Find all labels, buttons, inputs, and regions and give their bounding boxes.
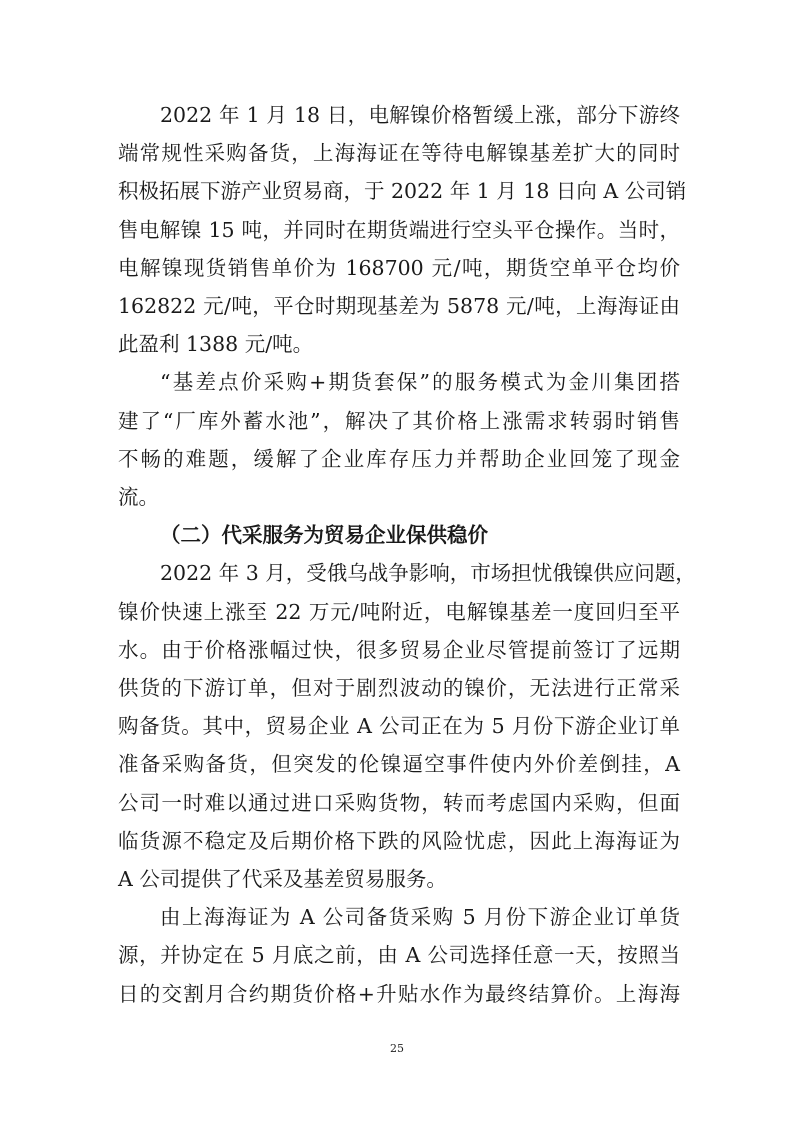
paragraph-3-line-3: 水。由于价格涨幅过快，很多贸易企业尽管提前签订了远期 xyxy=(118,637,680,662)
paragraph-2-line-3: 不畅的难题，缓解了企业库存压力并帮助企业回笼了现金 xyxy=(118,446,680,471)
section-heading: （二）代采服务为贸易企业保供稳价 xyxy=(160,523,488,548)
paragraph-1-line-4: 售电解镍 15 吨，并同时在期货端进行空头平仓操作。当时， xyxy=(118,217,680,242)
paragraph-3-line-6: 准备采购备货，但突发的伦镍逼空事件使内外价差倒挂，A xyxy=(118,752,680,777)
paragraph-1-line-1: 2022 年 1 月 18 日，电解镍价格暂缓上涨，部分下游终 xyxy=(160,103,680,127)
paragraph-2-line-1: “基差点价采购+期货套保”的服务模式为金川集团搭 xyxy=(160,370,680,395)
paragraph-1-line-6: 162822 元/吨，平仓时期现基差为 5878 元/吨，上海海证由 xyxy=(118,294,680,318)
paragraph-3-line-5: 购备货。其中，贸易企业 A 公司正在为 5 月份下游企业订单 xyxy=(118,714,680,739)
paragraph-1-line-7: 此盈利 1388 元/吨。 xyxy=(118,332,314,357)
paragraph-3-line-8: 临货源不稳定及后期价格下跌的风险忧虑，因此上海海证为 xyxy=(118,828,680,853)
paragraph-3-line-2: 镍价快速上涨至 22 万元/吨附近，电解镍基差一度回归至平 xyxy=(118,599,680,624)
paragraph-1-line-3: 积极拓展下游产业贸易商，于 2022 年 1 月 18 日向 A 公司销 xyxy=(118,179,687,204)
paragraph-3-line-1: 2022 年 3 月，受俄乌战争影响，市场担忧俄镍供应问题， xyxy=(160,561,696,586)
page-number: 25 xyxy=(390,1042,404,1055)
paragraph-3-line-7: 公司一时难以通过进口采购货物，转而考虑国内采购，但面 xyxy=(118,790,680,815)
paragraph-2-line-4: 流。 xyxy=(118,485,159,509)
paragraph-2-line-2: 建了“厂库外蓄水池”，解决了其价格上涨需求转弱时销售 xyxy=(118,408,680,433)
paragraph-1-line-5: 电解镍现货销售单价为 168700 元/吨，期货空单平仓均价 xyxy=(118,255,680,280)
paragraph-4-line-1: 由上海海证为 A 公司备货采购 5 月份下游企业订单货 xyxy=(160,905,680,930)
paragraph-3-line-4: 供货的下游订单，但对于剧烈波动的镍价，无法进行正常采 xyxy=(118,676,680,700)
paragraph-4-line-2: 源，并协定在 5 月底之前，由 A 公司选择任意一天，按照当 xyxy=(118,943,680,968)
paragraph-3-line-9: A 公司提供了代采及基差贸易服务。 xyxy=(118,867,447,891)
paragraph-4-line-3: 日的交割月合约期货价格+升贴水作为最终结算价。上海海 xyxy=(118,981,680,1006)
paragraph-1-line-2: 端常规性采购备货，上海海证在等待电解镍基差扩大的同时 xyxy=(118,141,680,166)
